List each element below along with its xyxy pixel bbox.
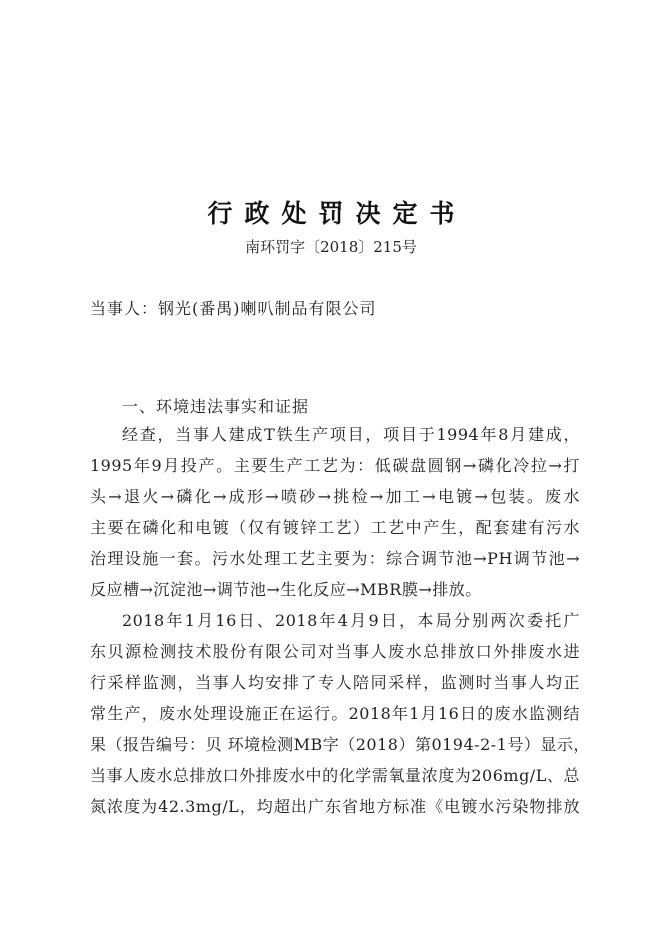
paragraph-line: 行采样监测，当事人均安排了专人陪同采样，监测时当事人均正	[90, 673, 580, 692]
paragraph-line: 氮浓度为42.3mg/L，均超出广东省地方标准《电镀水污染物排放	[90, 797, 580, 816]
paragraph-line: 东贝源检测技术股份有限公司对当事人废水总排放口外排废水进	[90, 642, 580, 661]
document-title: 行政处罚决定书	[207, 199, 467, 228]
paragraph-line: 常生产，废水处理设施正在运行。2018年1月16日的废水监测结	[90, 704, 580, 723]
paragraph-line: 1995年9月投产。主要生产工艺为：低碳盘圆钢→磷化冷拉→打	[90, 456, 580, 475]
paragraph-line: 头→退火→磷化→成形→喷砂→挑检→加工→电镀→包装。废水	[90, 487, 580, 506]
paragraph-line: 2018年1月16日、2018年4月9日，本局分别两次委托广	[122, 611, 580, 630]
section-heading: 一、环境违法事实和证据	[122, 397, 310, 416]
paragraph-line: 反应槽→沉淀池→调节池→生化反应→MBR膜→排放。	[90, 580, 482, 599]
paragraph-line: 治理设施一套。污水处理工艺主要为：综合调节池→PH调节池→	[90, 549, 580, 568]
paragraph-line: 主要在磷化和电镀（仅有镀锌工艺）工艺中产生，配套建有污水	[90, 518, 580, 537]
paragraph-line: 经查，当事人建成T铁生产项目，项目于1994年8月建成，	[122, 425, 580, 444]
paragraph-line: 果（报告编号：贝 环境检测MB字（2018）第0194-2-1号）显示，	[90, 735, 590, 754]
party-name: 当事人：钢光(番禺)喇叭制品有限公司	[90, 299, 377, 318]
document-number: 南环罚字〔2018〕215号	[245, 238, 417, 256]
paragraph-line: 当事人废水总排放口外排废水中的化学需氧量浓度为206mg/L、总	[90, 766, 580, 785]
